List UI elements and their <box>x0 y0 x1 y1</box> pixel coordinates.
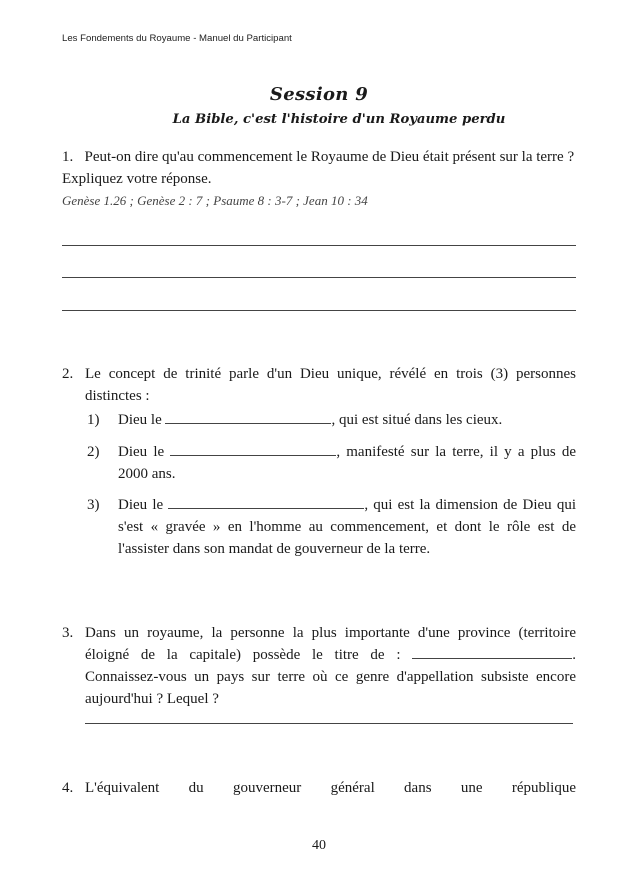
running-header: Les Fondements du Royaume - Manuel du Participant <box>62 33 292 44</box>
item-3-after: , qui est la dimension de Dieu qui s'est « gravée » en l'homme au commencement, et dont le rôle est de l'assister dans son mandat de gouverneur de la terre. <box>118 497 577 557</box>
item-3-before: Dieu le <box>118 497 169 513</box>
question-1 <box>62 146 582 190</box>
session-subtitle: La Bible, c'est l'histoire d'un Royaume perdu <box>172 112 506 127</box>
item-1-after: , qui est situé dans les cieux. <box>331 412 503 428</box>
question-1-text: Peut-on dire qu'au commencement le Royaume de Dieu était présent sur la terre ? Expliquez votre réponse. <box>62 149 575 187</box>
item-2-after: , manifesté sur la terre, il y a plus de 2000 ans. <box>118 444 576 482</box>
question-3-text-after: . Connaissez-vous un pays sur terre où ce genre d'appellation subsiste encore aujourd'hui ? Lequel ? <box>85 647 577 707</box>
question-4-text: L'équivalent du gouverneur général dans une république <box>85 780 576 796</box>
answer-line-3[interactable] <box>62 310 576 311</box>
item-1-number: 1) <box>87 412 100 428</box>
question-2-text: Le concept de trinité parle d'un Dieu unique, révélé en trois (3) personnes distinctes : <box>85 366 576 404</box>
question-3-text-before: Dans un royaume, la personne la plus importante d'une province (territoire éloigné de la capitale) possède le titre de : <box>85 625 576 663</box>
question-3-number: 3. <box>62 625 74 641</box>
question-4-number: 4. <box>62 780 74 796</box>
item-3-blank[interactable] <box>168 494 364 509</box>
session-title: Session 9 <box>269 84 369 105</box>
item-2-number: 2) <box>87 444 100 460</box>
item-2-blank[interactable] <box>170 441 336 456</box>
answer-line-1[interactable] <box>62 245 576 246</box>
item-1-blank[interactable] <box>165 409 331 424</box>
question-2-number: 2. <box>62 366 74 382</box>
question-1-number: 1. <box>62 149 74 165</box>
page-number: 40 <box>312 838 326 853</box>
question-1-references: Genèse 1.26 ; Genèse 2 : 7 ; Psaume 8 : 3-7 ; Jean 10 : 34 <box>62 193 368 208</box>
question-3-blank[interactable] <box>412 644 572 659</box>
answer-line-2[interactable] <box>62 277 576 278</box>
item-3-number: 3) <box>87 497 100 513</box>
question-3-answer-line[interactable] <box>85 723 573 724</box>
item-1-before: Dieu le <box>118 412 166 428</box>
item-2-before: Dieu le <box>118 444 171 460</box>
